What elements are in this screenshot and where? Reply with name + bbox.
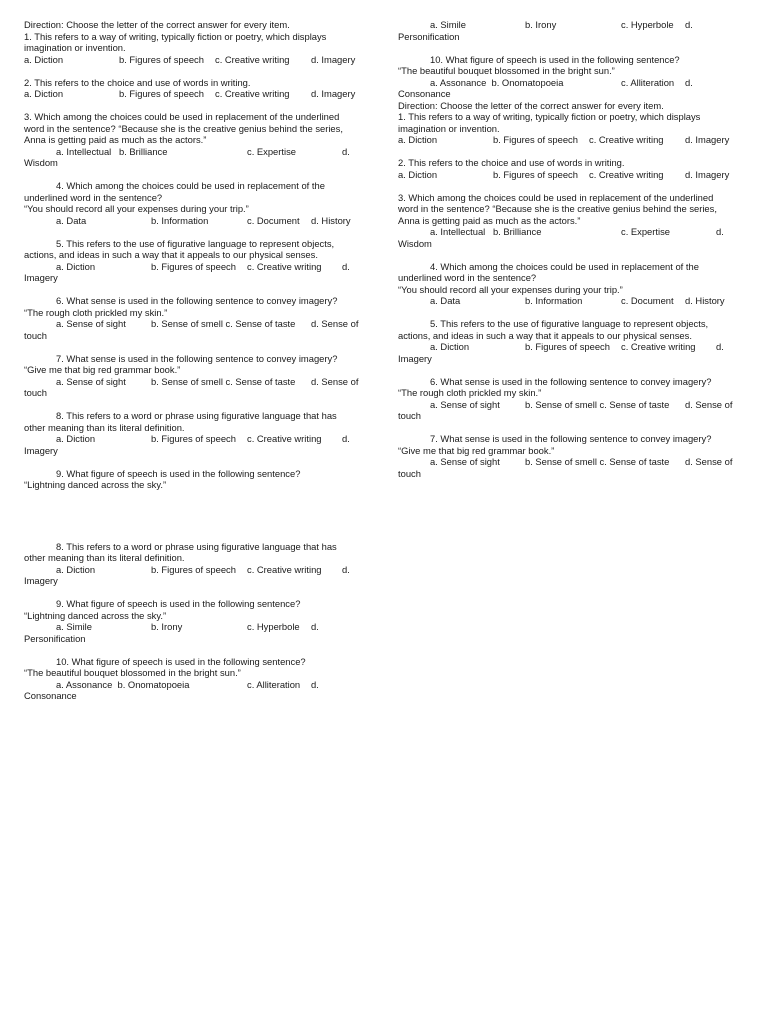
question-sentence: “The beautiful bouquet blossomed in the bright sun.”: [24, 667, 241, 678]
answer-options: [24, 621, 364, 633]
question-stem: 2. This refers to the choice and use of words in writing.: [398, 157, 625, 168]
option-d[interactable]: d. History: [685, 295, 725, 306]
question-2: [398, 157, 738, 180]
option-a[interactable]: a. Diction: [398, 134, 438, 145]
question-sentence: “Lightning danced across the sky.”: [24, 609, 167, 621]
question-sentence: “The beautiful bouquet blossomed in the bright sun.”: [398, 65, 615, 76]
option-d-text: Wisdom: [24, 157, 58, 168]
question-4: [398, 261, 738, 307]
option-a[interactable]: a. Diction: [398, 168, 438, 180]
answer-options: [398, 226, 738, 238]
question-sentence: “You should record all your expenses during your trip.”: [24, 203, 249, 214]
option-d[interactable]: d.: [716, 341, 724, 352]
option-c[interactable]: c. Expertise: [621, 226, 670, 237]
answer-options: [24, 564, 364, 576]
option-a[interactable]: a. Diction: [24, 88, 64, 99]
direction-text: Direction: Choose the letter of the correct answer for every item.: [398, 99, 664, 111]
option-c[interactable]: c. Expertise: [247, 145, 296, 157]
option-d[interactable]: d.: [311, 621, 319, 632]
answer-options: [24, 215, 364, 227]
question-stem: 8. This refers to a word or phrase using figurative language that has: [56, 540, 337, 552]
option-a[interactable]: a. Simile: [56, 621, 92, 632]
answer-options: [24, 146, 364, 158]
option-c[interactable]: c. Hyperbole: [621, 19, 674, 30]
option-c[interactable]: c. Alliteration: [247, 678, 301, 690]
option-d[interactable]: d. Imagery: [311, 88, 356, 99]
question-stem: underlined word in the sentence?: [398, 272, 537, 283]
option-d[interactable]: d. Imagery: [685, 134, 730, 145]
option-a[interactable]: a. Sense of sight: [430, 456, 500, 467]
question-5: [398, 318, 738, 364]
option-d[interactable]: d.: [685, 76, 693, 88]
option-d-text: touch: [398, 467, 421, 479]
question-stem: other meaning than its literal definition.: [24, 421, 185, 433]
question-stem: 9. What figure of speech is used in the following sentence?: [56, 598, 301, 609]
option-a[interactable]: a. Sense of sight: [56, 375, 126, 387]
question-stem: 10. What figure of speech is used in the following sentence?: [430, 53, 680, 65]
option-c[interactable]: c. Document: [621, 295, 674, 306]
question-9-partial: [24, 468, 364, 491]
answer-options: [398, 341, 738, 353]
question-stem: 8. This refers to a word or phrase using figurative language that has: [56, 410, 337, 421]
question-stem: 3. Which among the choices could be used in replacement of the underlined: [24, 111, 340, 122]
answer-options: [24, 376, 364, 388]
question-3: [24, 111, 364, 169]
option-b[interactable]: b. Irony: [151, 621, 183, 632]
option-d[interactable]: d.: [311, 678, 319, 690]
option-d[interactable]: d.: [342, 433, 350, 444]
answer-options: [398, 295, 738, 307]
answer-options: [398, 19, 738, 31]
page-gap: [24, 491, 364, 541]
option-c[interactable]: c. Creative writing: [247, 433, 322, 444]
option-d-text: Personification: [398, 30, 460, 42]
question-stem: actions, and ideas in such a way that it appeals to our physical senses.: [24, 249, 318, 260]
question-stem: 5. This refers to the use of figurative language to represent objects,: [56, 237, 335, 249]
right-column: [398, 19, 738, 491]
question-stem: 5. This refers to the use of figurative language to represent objects,: [430, 318, 709, 329]
option-c[interactable]: c. Creative writing: [215, 88, 290, 99]
option-a[interactable]: a. Data: [430, 295, 461, 306]
question-stem: Anna is getting paid as much as the actors.”: [24, 134, 207, 145]
left-column: [24, 19, 364, 713]
option-d-text: Imagery: [24, 444, 58, 456]
question-1: [24, 19, 364, 65]
answer-options: [24, 88, 364, 100]
option-b[interactable]: b. Figures of speech: [119, 53, 204, 65]
question-stem: underlined word in the sentence?: [24, 191, 163, 203]
question-sentence: “The rough cloth prickled my skin.”: [398, 387, 542, 398]
option-d-text: Imagery: [398, 352, 432, 364]
option-a[interactable]: a. Intellectual: [56, 145, 112, 157]
question-7: [398, 433, 738, 479]
option-d[interactable]: d. Sense of: [685, 398, 733, 410]
option-a[interactable]: a. Diction: [56, 563, 96, 575]
option-a[interactable]: a. Diction: [56, 260, 96, 272]
option-d-text: touch: [398, 410, 421, 421]
option-d-text: touch: [24, 329, 47, 341]
option-b[interactable]: b. Information: [151, 214, 209, 226]
question-stem: 6. What sense is used in the following sentence to convey imagery?: [56, 295, 338, 306]
option-c[interactable]: c. Creative writing: [247, 563, 322, 575]
question-stem: actions, and ideas in such a way that it appeals to our physical senses.: [398, 329, 692, 341]
answer-options: [24, 433, 364, 445]
option-b-c[interactable]: b. Sense of smell c. Sense of taste: [525, 398, 670, 410]
question-stem: 3. Which among the choices could be used in replacement of the underlined: [398, 191, 714, 203]
option-d[interactable]: d. Imagery: [685, 168, 730, 180]
option-a[interactable]: a. Intellectual: [430, 226, 486, 237]
option-a-b[interactable]: a. Assonance b. Onomatopoeia: [430, 76, 564, 88]
option-b[interactable]: b. Figures of speech: [151, 563, 236, 575]
option-d[interactable]: d. Sense of: [311, 375, 359, 387]
option-c[interactable]: c. Creative writing: [247, 260, 322, 272]
answer-options: [398, 169, 738, 181]
option-a[interactable]: a. Simile: [430, 19, 466, 30]
option-d-text: Imagery: [24, 272, 58, 283]
question-stem: 4. Which among the choices could be used in replacement of the: [430, 260, 699, 272]
option-c[interactable]: c. Creative writing: [589, 134, 664, 145]
answer-options: [24, 261, 364, 273]
option-a[interactable]: a. Data: [56, 214, 87, 226]
option-c[interactable]: c. Hyperbole: [247, 621, 300, 632]
option-d-text: Personification: [24, 632, 86, 644]
option-b-c[interactable]: b. Sense of smell c. Sense of taste: [151, 375, 296, 387]
question-8: [24, 410, 364, 456]
option-c[interactable]: c. Creative writing: [215, 53, 290, 65]
question-sentence: “You should record all your expenses during your trip.”: [398, 283, 623, 295]
question-3: [398, 192, 738, 250]
question-5: [24, 238, 364, 284]
question-sentence: “Give me that big red grammar book.”: [24, 364, 181, 375]
option-d-text: Wisdom: [398, 237, 432, 249]
question-stem: imagination or invention.: [24, 42, 126, 53]
option-a[interactable]: a. Diction: [430, 341, 470, 352]
option-d[interactable]: d. Sense of: [685, 456, 733, 467]
question-6: [398, 376, 738, 422]
option-b[interactable]: b. Figures of speech: [151, 260, 236, 272]
option-d-text: Consonance: [398, 88, 451, 99]
option-a[interactable]: a. Sense of sight: [430, 398, 500, 410]
option-d[interactable]: d.: [342, 145, 350, 157]
answer-options: [398, 134, 738, 146]
option-b[interactable]: b. Figures of speech: [525, 341, 610, 352]
question-sentence: “The rough cloth prickled my skin.”: [24, 306, 168, 318]
option-d[interactable]: d.: [342, 260, 350, 272]
question-stem: imagination or invention.: [398, 122, 500, 134]
option-d[interactable]: d.: [685, 19, 693, 30]
answer-options: [24, 54, 364, 66]
question-10: [398, 54, 738, 100]
answer-options: [24, 679, 364, 691]
question-stem: Anna is getting paid as much as the actors.”: [398, 214, 581, 226]
option-b[interactable]: b. Figures of speech: [493, 168, 578, 180]
option-b[interactable]: b. Irony: [525, 19, 557, 30]
option-b[interactable]: b. Figures of speech: [493, 134, 578, 145]
answer-options: [398, 456, 738, 468]
question-sentence: “Lightning danced across the sky.”: [24, 479, 167, 490]
question-stem: 7. What sense is used in the following sentence to convey imagery?: [430, 433, 712, 444]
option-d[interactable]: d.: [342, 563, 350, 575]
question-9-options-continued: [398, 19, 738, 42]
option-b-c[interactable]: b. Sense of smell c. Sense of taste: [151, 318, 296, 329]
option-a[interactable]: a. Diction: [56, 433, 96, 444]
question-4: [24, 180, 364, 226]
option-c[interactable]: c. Alliteration: [621, 76, 675, 88]
question-stem: word in the sentence? “Because she is the creative genius behind the series,: [24, 122, 343, 134]
option-d-text: touch: [24, 387, 47, 398]
question-stem: 4. Which among the choices could be used in replacement of the: [56, 180, 325, 191]
option-b[interactable]: b. Brilliance: [493, 226, 542, 237]
question-sentence: “Give me that big red grammar book.”: [398, 444, 555, 456]
option-d[interactable]: d. Sense of: [311, 318, 359, 329]
option-b[interactable]: b. Figures of speech: [151, 433, 236, 444]
question-stem: 1. This refers to a way of writing, typically fiction or poetry, which displays: [398, 111, 701, 122]
option-d-text: Consonance: [24, 690, 77, 701]
question-stem: 1. This refers to a way of writing, typically fiction or poetry, which displays: [24, 30, 327, 42]
option-c[interactable]: c. Creative writing: [589, 168, 664, 180]
answer-options: [398, 399, 738, 411]
direction-text: Direction: Choose the letter of the correct answer for every item.: [24, 19, 290, 30]
question-stem: word in the sentence? “Because she is the creative genius behind the series,: [398, 203, 717, 214]
question-9: [24, 598, 364, 644]
question-2: [24, 77, 364, 100]
option-c[interactable]: c. Creative writing: [621, 341, 696, 352]
question-6: [24, 295, 364, 341]
option-a[interactable]: a. Sense of sight: [56, 318, 126, 329]
option-b[interactable]: b. Figures of speech: [119, 88, 204, 99]
option-d[interactable]: d.: [716, 226, 724, 237]
option-c[interactable]: c. Document: [247, 214, 300, 226]
option-b[interactable]: b. Information: [525, 295, 583, 306]
question-8-repeat: [24, 541, 364, 587]
answer-options: [398, 77, 738, 89]
question-1: [398, 100, 738, 146]
question-stem: 9. What figure of speech is used in the following sentence?: [56, 467, 301, 479]
answer-options: [24, 318, 364, 330]
option-a-b[interactable]: a. Assonance b. Onomatopoeia: [56, 678, 190, 690]
option-b[interactable]: b. Brilliance: [119, 145, 168, 157]
question-stem: 2. This refers to the choice and use of words in writing.: [24, 76, 251, 88]
option-a[interactable]: a. Diction: [24, 53, 64, 65]
question-7: [24, 353, 364, 399]
option-d[interactable]: d. History: [311, 214, 351, 226]
question-stem: 10. What figure of speech is used in the following sentence?: [56, 655, 306, 667]
question-stem: 7. What sense is used in the following sentence to convey imagery?: [56, 352, 338, 364]
option-d[interactable]: d. Imagery: [311, 53, 356, 65]
question-10: [24, 656, 364, 702]
option-b-c[interactable]: b. Sense of smell c. Sense of taste: [525, 456, 670, 467]
question-stem: 6. What sense is used in the following sentence to convey imagery?: [430, 375, 712, 387]
question-stem: other meaning than its literal definition.: [24, 552, 185, 563]
option-d-text: Imagery: [24, 575, 58, 586]
